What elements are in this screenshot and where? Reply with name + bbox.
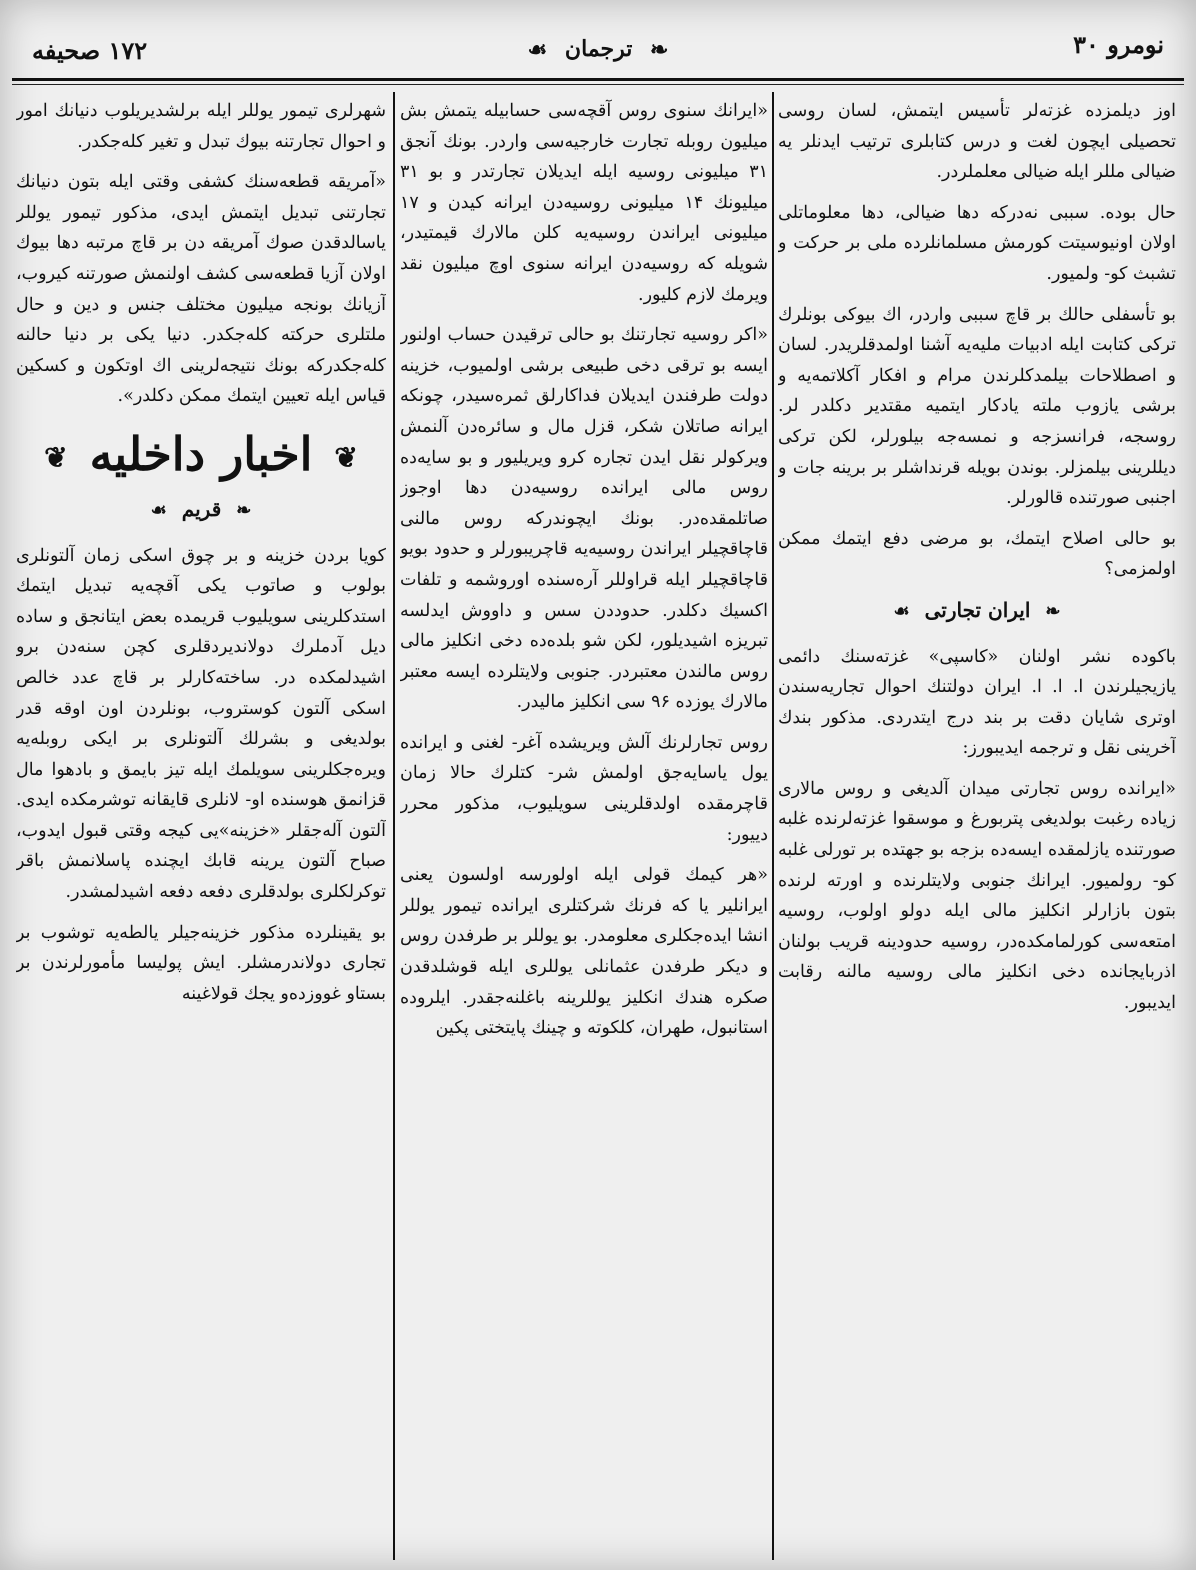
left-column [16,96,386,1560]
ornament-icon: ☙ [527,37,548,63]
section-heading [16,494,386,527]
paragraph: باکوده نشر اولنان «کاسپی» غزته‌سنك دائمی یازیجیلرندن ا. ا. ا. ایران دولتنك احوال تجاریه‌سندن اوتری شایان دقت بر بند درج ایتدردی. مذکور بندك آخرینی نقل و ترجمه ایدیبورز: [778,646,1176,759]
header-rule-thin [12,84,1184,85]
paragraph: «آمریقه قطعه‌سنك کشفی وقتی ایله بتون دنیانك تجارتنی تبدیل ایتمش ایدی، مذکور تیمور یوللر یاسالدقدن صوك آمریقه دن بر قاچ مرتبه دها بیوك اولان آزیا قطعه‌سی کشف اولنمش صورتنه کیروب، آزیانك بونجه میلیون مختلف جنس و دین و حال ملتلری حرکته کله‌جکدر. دنیا یکی بر دنیا حالنه کله‌جکدرکه بونك نتیجه‌لرینی اك اوتکون و کسکین قیاس ایله تعیین ایتمك ممکن دکلدر». [16,172,386,407]
ornament-icon: ❦ [334,440,358,474]
column-divider [393,92,395,1560]
ornament-icon: ❧ [1045,600,1061,622]
column-divider [772,92,774,1560]
paragraph: شهرلری تیمور یوللر ایله برلشدیریلوب دنیانك امور و احوال تجارتنه بیوك تبدل و تغیر کله‌جکدر. [16,101,386,152]
newspaper-title-text: ترجمان [564,36,633,62]
paragraph: حال بوده. سببی نه‌درکه دها ضیالی، دها معلوماتلی اولان اونیوسیتت کورمش مسلمانلرده ملی بر حرکت و تشبث کو- ولمیور. [778,202,1176,284]
ornament-icon: ❧ [650,37,669,63]
section-heading-text: قریم [181,496,222,521]
header-rule [12,78,1184,81]
masthead [12,20,1184,70]
middle-column [400,96,768,1560]
ornament-icon: ❧ [236,499,252,521]
newspaper-title [12,36,1184,63]
paragraph: روس تجارلرنك آلش ویریشده آغر- لغنی و ایرانده یول یاسایه‌جق اولمش شر- کتلرك حالا زمان قاچرمقده اولدقلرینی سویلیوب، مذکور محرر دییور: [400,732,768,845]
paragraph: «ایرانده روس تجارتی میدان آلدیغی و روس مالاری زیاده رغبت بولدیغی پتربورغ و موسقوا غزته‌لرنده غلبه صورتنده یازلمقده ایسه‌ده بزجه بو جهتده بر تورلی غلبه کو- رولمیور. ایرانك جنوبی ولایتلرنده و اورته لرنده بتون بازارلر انکلیز مالی ایله دولو اولوب، روسیه امتعه‌سی کورلمامکده‌در، روسیه حدودینه قریب بولنان اذربایجانده دخی انکلیز مالی روسیه مالنه رقابت ایدیبور. [778,778,1176,1014]
section-heading-text: ایران تجارتی [924,597,1031,622]
paragraph: «اکر روسیه تجارتنك بو حالی ترقیدن حساب اولنور ایسه بو ترقی دخی طبیعی برشی اولمیوب، خزینه دولت طرفندن ایدیلان فداکارلق ثمره‌سیدر، چونکه ایرانه صاتلان شکر، قزل مال و سائره‌دن آلنمش ویرکولر نقل ایدن تجاره کرو ویریلیور و بو سایه‌ده روس مالی ایرانده روسیه‌دن دها اوجوز صاتلمقده‌در. بونك ایچوندرکه روس مالنی قاچاقچیلر ایراندن روسیه‌یه قاچریبورلر و حدود بویو قاچاقچیلر ایله قراوللر آره‌سنده اوروشمه و تلفات اکسیك دکلدر. حدوددن سس و داووش ایدلسه تبریزه اشیدیلور، لکن شو بلده‌ده دخی انکلیز مالی روس مالندن معتبردر. جنوبی ولایتلرده ایسه معتبر مالارك یوزده ۹۶ سی انکلیز مالیدر. [400,325,768,713]
ornament-icon: ❦ [44,440,68,474]
section-title-text: اخبار داخلیه [89,426,313,481]
paragraph: اوز دیلمزده غزته‌لر تأسیس ایتمش، لسان روسی تحصیلی ایچون لغت و درس کتابلری ترتیب ایدنلر یه ضیالی مللر ایله ضیالی معلملردر. [778,101,1176,183]
paragraph: بو حالی اصلاح ایتمك، بو مرضی دفع ایتمك ممکن اولمزمی؟ [778,528,1176,580]
ornament-icon: ☙ [893,600,910,622]
paragraph: بو تأسفلی حالك بر قاچ سببی واردر، اك بیوکی بونلرك ترکی کتابت ایله ادبیات ملیه‌یه آشنا اولمدقلریدر. لسان و اصطلاحات بیلمدکلرندن مرام و افکار آکلاتمه‌یه و برشی یازوب ملته یادکار ایتمیه مقتدیر دکلدر لر. روسجه، فرانسزجه و نمسه‌جه بیلورلر، لکن ترکی دیللرینی بیلمزلر. بوندن بویله قرنداشلر بر برینه جات و اجنبی صورتنده قالورلر. [778,304,1176,509]
issue-number: نومرو ۳۰ [1073,30,1164,59]
section-title [16,426,386,486]
paragraph: «ایرانك سنوی روس آقچه‌سی حسابیله یتمش بش میلیون روبله تجارت خارجیه‌سی واردر. بونك آنجق ۳۱ میلیونی روسیه ایله ایدیلان تجارتدر و بو ۳۱ میلیونك ۱۴ میلیونی روسیه‌دن ایرانه کیدن و ۱۷ میلیونی ایراندن روسیه‌یه کلن مالارك قیمتیدر، شویله که روسیه‌دن ایرانه سنوی اوچ میلیون نقد ویرمك لازم کلیور. [400,101,768,305]
paragraph: بو یقینلرده مذکور خزینه‌جیلر یالطه‌یه توشوب بر تجاری دولاندرمشلر. ایش پولیسا مأمورلرندن بر بستاو غووزده‌و یجك قولاغینه [16,922,386,1004]
page-number: ۱۷۲ صحیفه [32,36,148,65]
paragraph: «هر کیمك قولی ایله اولورسه اولسون یعنی ایرانلیر یا که فرنك شرکتلری ایرانده تیمور یوللر انشا ایده‌جکلری معلومدر. بو یوللر بر طرفدن روس و دیکر طرفدن عثمانلی یوللری ایله قوشلدقدن صکره هندك انکلیز یوللرینه باغلنه‌جقدر. ایلروده استانبول، طهران، کلکوته و چینك پایتختی پکین [400,865,768,1039]
right-column [778,96,1176,1560]
paragraph: کویا بردن خزینه و بر چوق اسکی زمان آلتونلری بولوب و صاتوب یکی آقچه‌یه تبدیل ایتمك استدکلرینی سویلیوب قریمده بعض ایتانجق و ساده دیل آدملرك دولاندیردقلری کچن سنه‌دن برو اشیدلمکده در. ساخته‌کارلر بر قاچ عدد خالص اسکی آلتون کوستروب، بونلردن اون اوقه قدر بولدیغی و بشرلك آلتونلری بر ایکی روبله‌یه ویره‌جکلرینی سویلمك ایله تیز بایمق و بادهوا مال قزانمق هوسنده او- لانلری قایقانه توشرمکده ایدی. آلتون آله‌جقلر «خزینه‌»یی کیجه وقتی قبول ایدوب، صباح آلتون یرینه قابك ایچنده پاسلانمش باقر توکرلکلری بولدقلری دفعه دفعه اشیدلمشدر. [16,545,386,903]
ornament-icon: ☙ [150,499,167,521]
section-heading [778,595,1176,628]
